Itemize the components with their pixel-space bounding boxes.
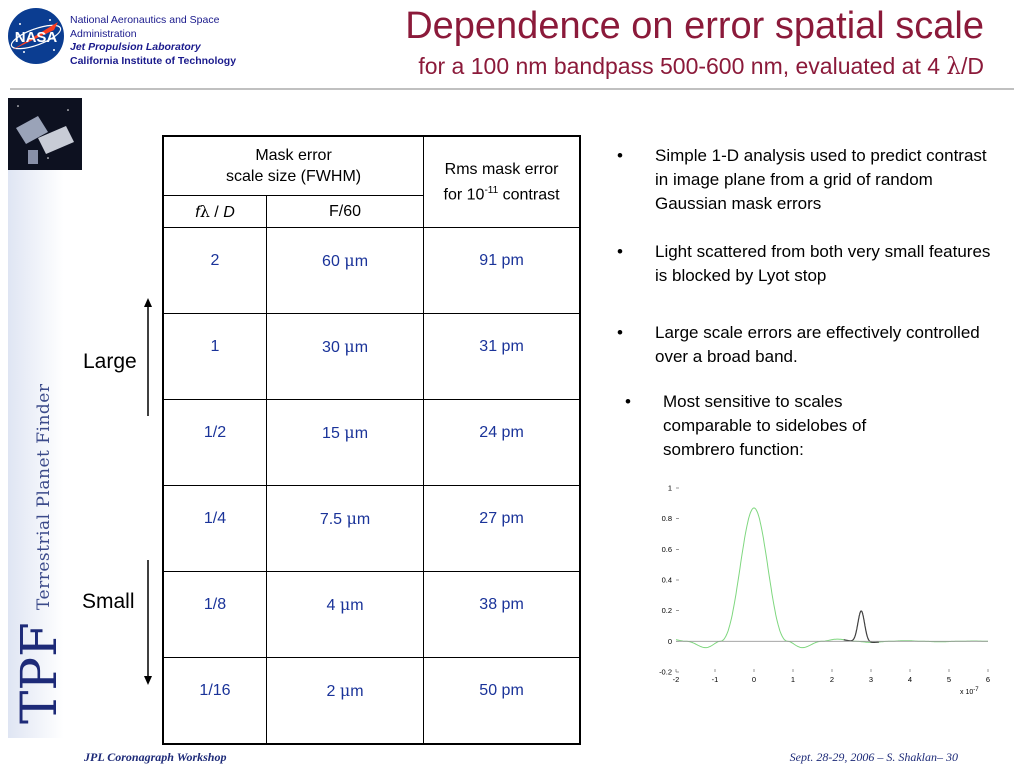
mask-error-table [162, 135, 581, 745]
bullet-text: Light scattered from both very small features is blocked by Lyot stop [655, 242, 991, 285]
size-mu: μ [344, 423, 355, 442]
x-tick-label: 4 [907, 675, 913, 684]
size-unit: m [354, 339, 369, 356]
table-header-row [163, 136, 580, 196]
org-line2: Administration [70, 27, 137, 40]
cell-rms: 91 pm [424, 228, 580, 314]
size-mu: μ [344, 251, 355, 270]
x-tick-label: 5 [946, 675, 952, 684]
size-num: 30 [322, 339, 345, 356]
cell-size [267, 658, 424, 745]
size-unit: m [350, 597, 364, 614]
arrow-up-icon [141, 298, 155, 418]
size-unit: m [354, 253, 369, 270]
x-multiplier-text: x 10 [960, 689, 974, 696]
cell-size [267, 314, 424, 400]
subheader-d: D [223, 203, 235, 221]
x-tick-label: -1 [711, 675, 719, 684]
cell-scale: 2 [163, 228, 267, 314]
subheader-lambda: λ [199, 201, 210, 221]
table-row [163, 314, 580, 400]
bullet-text: Most sensitive to scales comparable to sidelobes of sombrero function: [663, 392, 867, 459]
label-large: Large [83, 350, 137, 373]
x-tick-label: -2 [672, 675, 680, 684]
subtitle-lambda: λ [946, 54, 961, 80]
cell-scale: 1/2 [163, 400, 267, 486]
spacecraft-image [8, 98, 82, 170]
cell-rms: 38 pm [424, 572, 580, 658]
mission-abbrev-text: TPF [10, 622, 68, 724]
subheader-f: f [195, 203, 200, 221]
header-divider [10, 88, 1014, 90]
y-tick-label: 0.4 [661, 575, 672, 585]
size-unit: m [356, 511, 371, 528]
bullet-symbol: • [625, 392, 631, 411]
series-bump-line [844, 611, 879, 642]
x-tick-label: 0 [751, 675, 757, 684]
table-row [163, 400, 580, 486]
table-row [163, 228, 580, 314]
size-mu: μ [339, 595, 351, 614]
header-col1-line1: Mask error [255, 147, 332, 164]
cell-size [267, 572, 424, 658]
header-mask-error-scale [163, 136, 424, 196]
cell-rms: 31 pm [424, 314, 580, 400]
nasa-logo [6, 6, 66, 66]
x-tick-label: 3 [868, 675, 874, 684]
table-row [163, 572, 580, 658]
size-num: 2 [326, 683, 340, 700]
footer-workshop: JPL Coronagraph Workshop [84, 750, 227, 764]
x-tick-label: 1 [790, 675, 796, 684]
y-tick-label: 1 [667, 483, 672, 493]
x-tick-label: 6 [985, 675, 991, 684]
sombrero-plot [648, 480, 998, 700]
slide-title: Dependence on error spatial scale [405, 5, 984, 47]
y-tick-label: -0.2 [659, 667, 672, 677]
bullet-symbol: • [617, 146, 623, 165]
organization-block [70, 14, 236, 68]
slide-subtitle [264, 52, 984, 81]
header-col1-line2: scale size (FWHM) [225, 168, 362, 185]
cell-rms: 50 pm [424, 658, 580, 745]
size-unit: m [354, 425, 369, 442]
cell-size [267, 486, 424, 572]
y-tick-label: 0 [667, 636, 672, 646]
bullet-text: Simple 1-D analysis used to predict contrast in image plane from a grid of random Gaussian mask errors [655, 146, 987, 213]
cell-scale: 1/4 [163, 486, 267, 572]
y-tick-label: 0.2 [661, 606, 672, 616]
bullet-symbol: • [617, 242, 623, 261]
table-row [163, 658, 580, 745]
size-num: 7.5 [319, 511, 347, 528]
subtitle-suffix: /D [961, 53, 984, 79]
y-tick-label: 0.8 [661, 514, 672, 524]
label-small: Small [82, 590, 135, 613]
mission-abbrev-vertical [2, 620, 68, 740]
header-col3-line2 [424, 180, 579, 205]
table-row [163, 486, 580, 572]
subheader-f60: F/60 [267, 196, 424, 228]
x-multiplier-label [960, 687, 979, 696]
size-mu: μ [339, 681, 351, 700]
header-col3-line1: Rms mask error [444, 160, 559, 178]
header-rms-mask-error [424, 136, 580, 228]
subtitle-prefix: for a 100 nm bandpass 500-600 nm, evaluated at 4 [418, 53, 947, 79]
org-line3: Jet Propulsion Laboratory [70, 41, 201, 53]
mission-name-text: Terrestrial Planet Finder [34, 383, 54, 610]
size-mu: μ [346, 509, 357, 528]
header-col3-exponent: -11 [484, 184, 499, 196]
cell-scale: 1/8 [163, 572, 267, 658]
size-num: 15 [322, 425, 345, 442]
header-col3-prefix: for 10 [443, 186, 485, 204]
bullet-text: Large scale errors are effectively controlled over a broad band. [655, 323, 980, 366]
size-mu: μ [344, 337, 355, 356]
header-col3-suffix: contrast [498, 186, 560, 204]
subheader-f-lambda-d [163, 196, 267, 228]
cell-scale: 1 [163, 314, 267, 400]
mission-name-vertical [28, 383, 68, 620]
bullet-symbol: • [617, 323, 623, 342]
cell-size [267, 400, 424, 486]
x-tick-label: 2 [829, 675, 835, 684]
subheader-slash: / [209, 203, 224, 221]
arrow-down-icon [141, 560, 155, 685]
y-tick-label: 0.6 [661, 544, 672, 554]
cell-size [267, 228, 424, 314]
cell-rms: 24 pm [424, 400, 580, 486]
size-num: 60 [322, 253, 345, 270]
cell-scale: 1/16 [163, 658, 267, 745]
org-line4: California Institute of Technology [70, 54, 237, 67]
org-line1: National Aeronautics and Space [70, 14, 220, 26]
size-num: 4 [326, 597, 340, 614]
footer-date-author: Sept. 28-29, 2006 – S. Shaklan– 30 [789, 750, 958, 764]
size-unit: m [350, 683, 364, 700]
x-multiplier-exp: -7 [973, 687, 979, 693]
cell-rms: 27 pm [424, 486, 580, 572]
nasa-logo-text: NASA [14, 29, 58, 46]
series-sombrero-line [676, 508, 988, 648]
spacecraft-icon [8, 98, 82, 170]
